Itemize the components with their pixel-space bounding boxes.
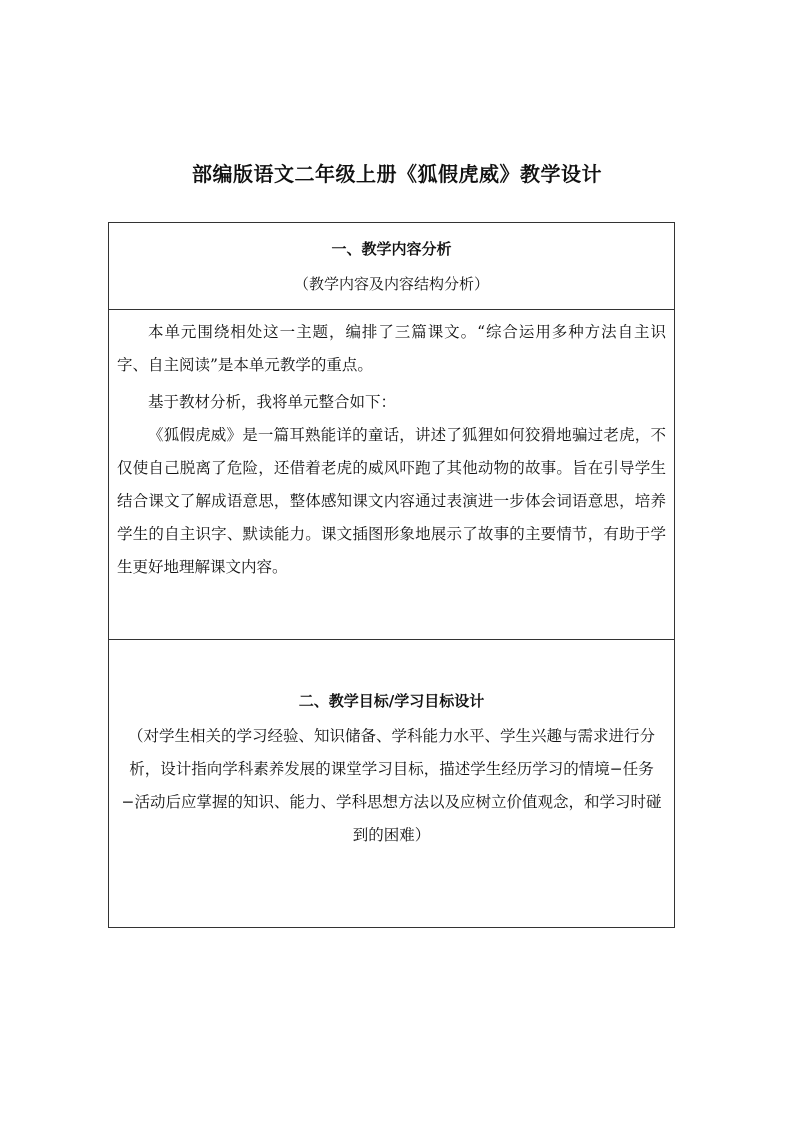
section-2-cell xyxy=(109,640,675,928)
section-1-header-cell xyxy=(109,223,675,310)
section-2-note: （对学生相关的学习经验、知识储备、学科能力水平、学生兴趣与需求进行分析，设计指向学科素养发展的课堂学习目标，描述学生经历学习的情境−任务−活动后应掌握的知识、能力、学科思想方法以及应树立价值观念，和学习时碰到的困难） xyxy=(121,727,662,844)
content-paragraph-1: 本单元围绕相处这一主题，编排了三篇课文。“综合运用多种方法自主识字、自主阅读”是本单元教学的重点。 xyxy=(117,323,666,374)
section-1-heading: 一、教学内容分析 xyxy=(331,240,452,258)
table-row xyxy=(109,640,675,928)
table-row xyxy=(109,223,675,310)
table-row xyxy=(109,310,675,640)
section-1-subheading: （教学内容及内容结构分析） xyxy=(293,275,489,293)
section-1-content-cell xyxy=(109,310,675,640)
content-paragraph-3: 《狐假虎威》是一篇耳熟能详的童话，讲述了狐狸如何狡猾地骗过老虎，不仅使自己脱离了危险，还借着老虎的威风吓跑了其他动物的故事。旨在引导学生结合课文了解成语意思，整体感知课文内容通过表演进一步体会词语意思，培养学生的自主识字、默读能力。课文插图形象地展示了故事的主要情节，有助于学生更好地理解课文内容。 xyxy=(117,426,666,576)
section-2-heading: 二、教学目标/学习目标设计 xyxy=(298,692,485,710)
lesson-plan-table xyxy=(108,222,675,928)
content-paragraph-2: 基于教材分析，我将单元整合如下： xyxy=(148,393,397,411)
page-title: 部编版语文二年级上册《狐假虎威》教学设计 xyxy=(192,162,602,186)
